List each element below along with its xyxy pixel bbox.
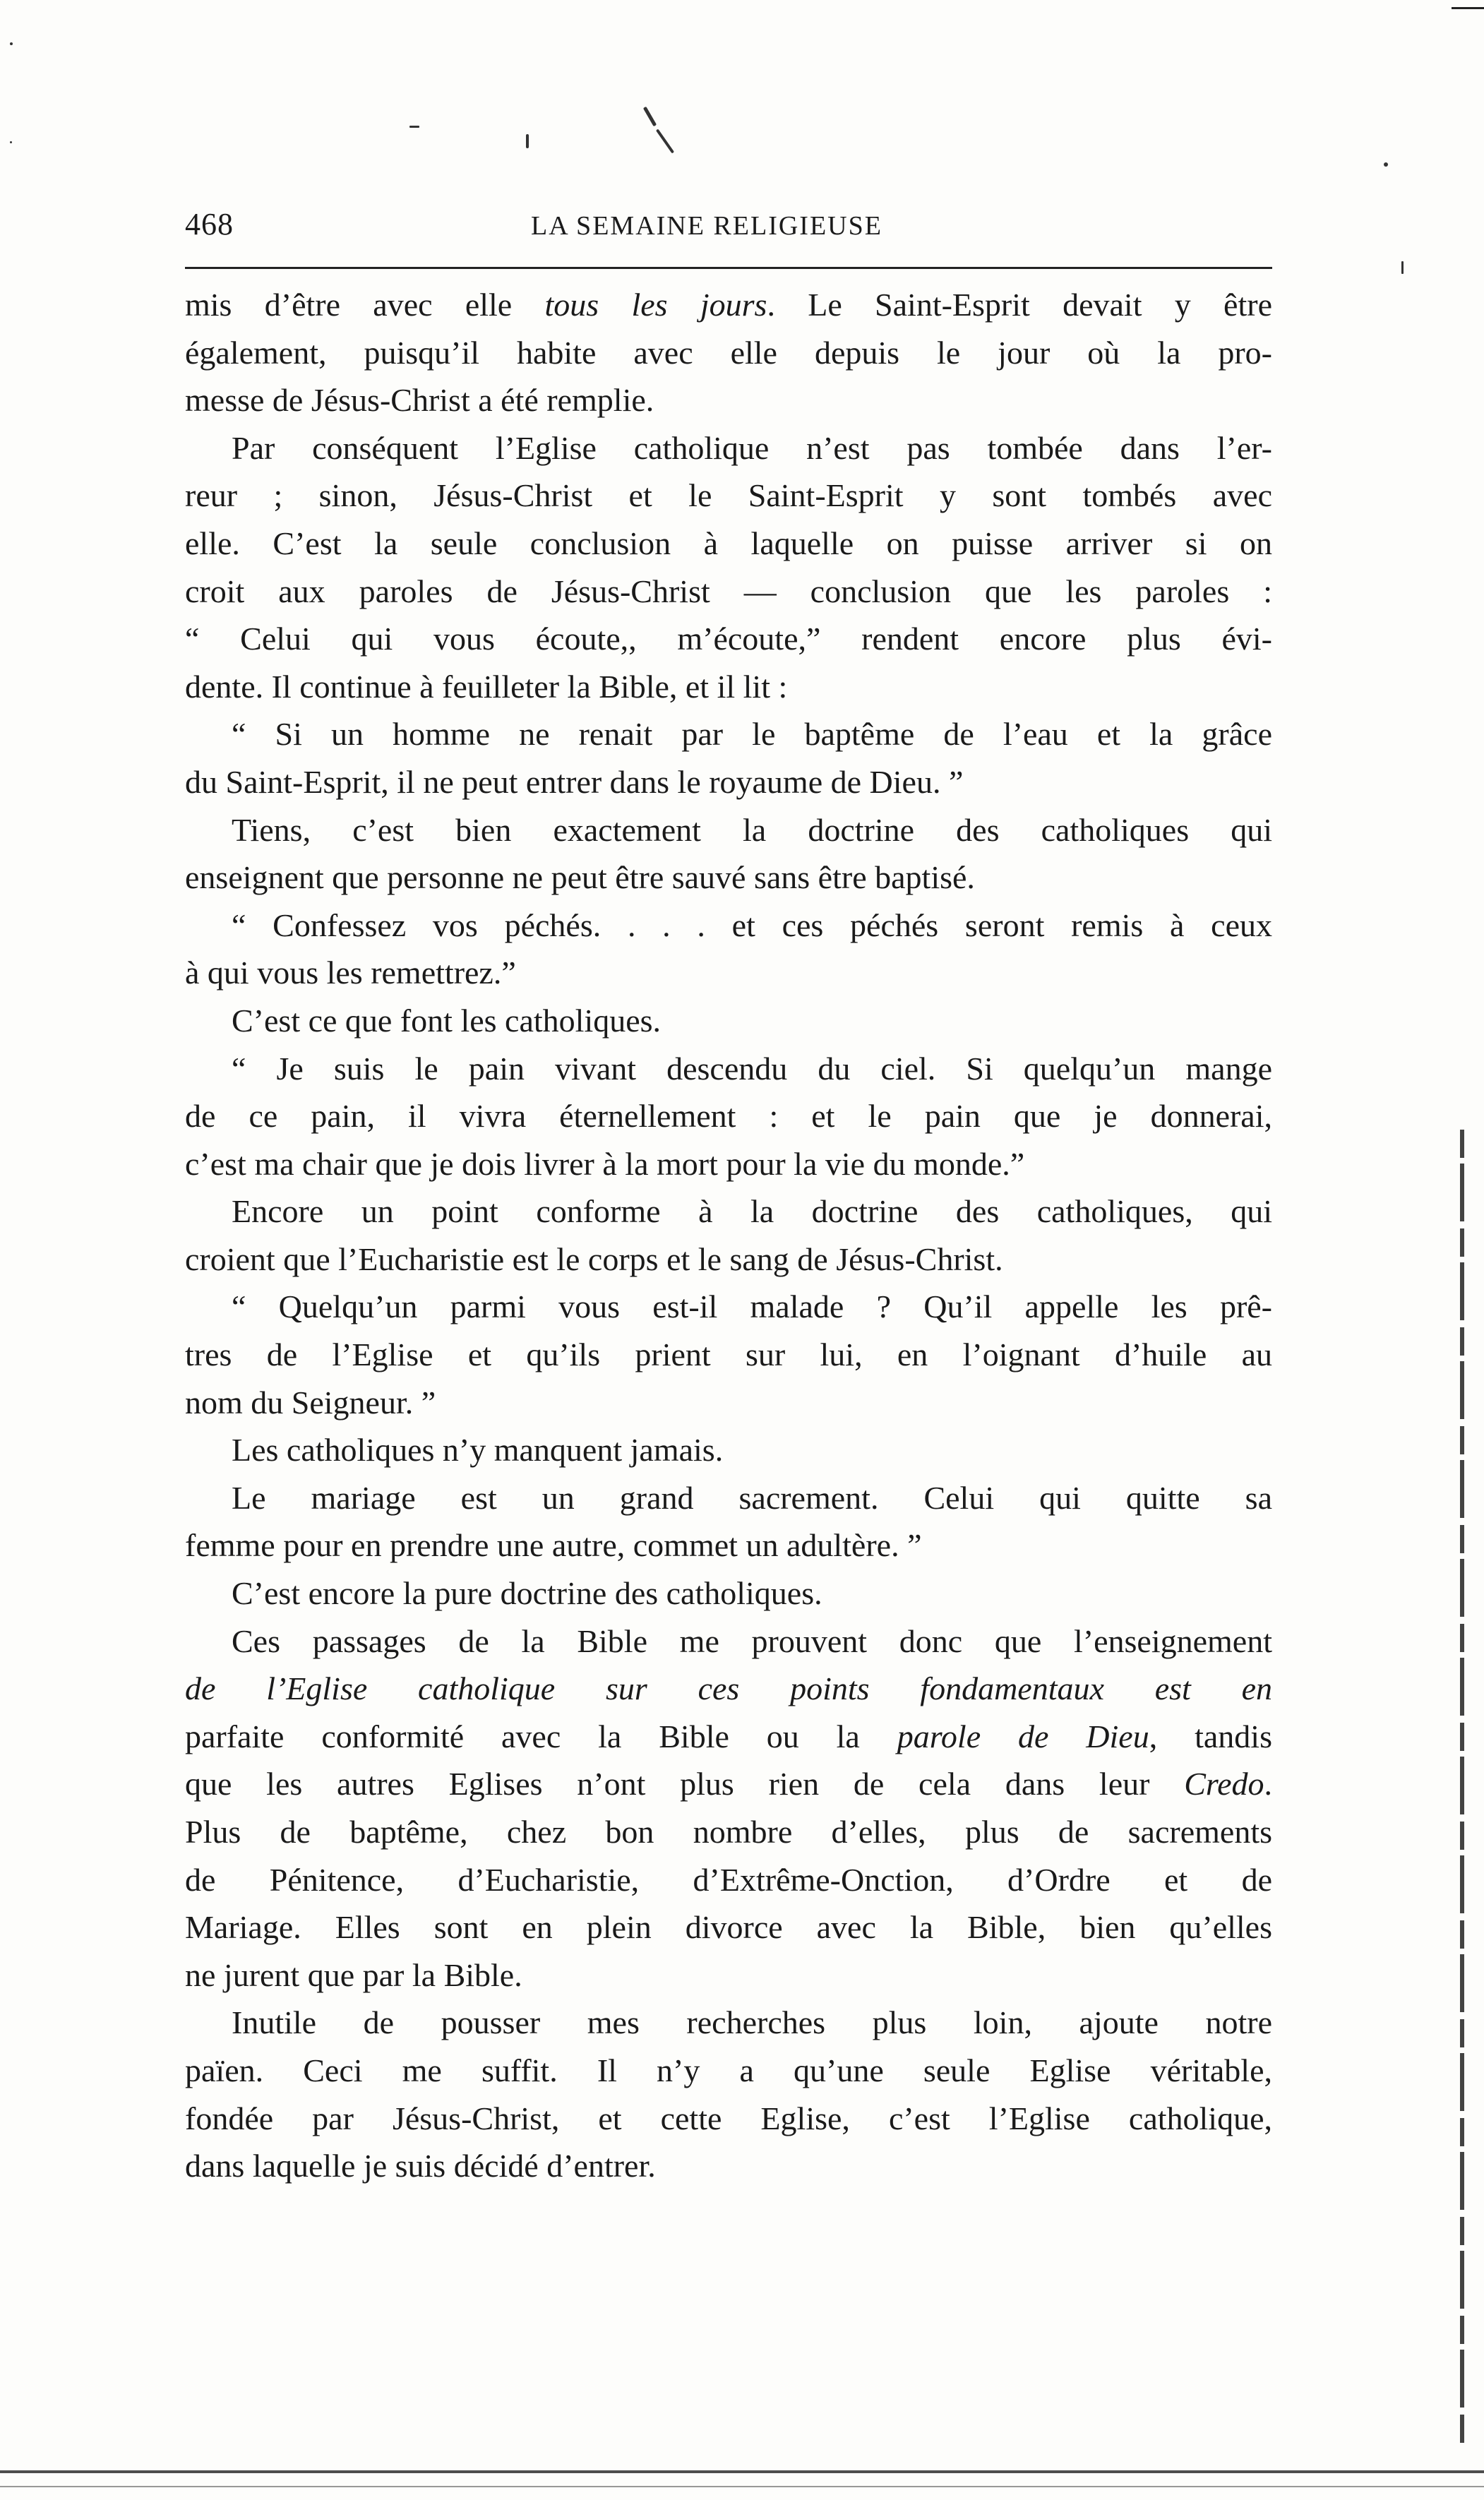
text-line: Inutile de pousser mes recherches plus loin, ajoute notre [232, 2004, 1272, 2041]
text-line: à qui vous les remettrez.” [185, 955, 516, 991]
scan-mark [1452, 7, 1484, 9]
text-line: croit aux paroles de Jésus-Christ — conclusion que les paroles : [185, 573, 1272, 609]
text-line: croient que l’Eucharistie est le corps et le sang de Jésus-Christ. [185, 1240, 1003, 1277]
running-title: LA SEMAINE RELIGIEUSE [531, 211, 882, 241]
text-line: mis d’être avec elle tous les jours. Le Saint-Esprit devait y être [185, 287, 1272, 323]
scan-speck [526, 134, 529, 148]
text-line: “ Celui qui vous écoute,, m’écoute,” rendent encore plus évi- [185, 621, 1272, 657]
italic-phrase: tous les jours [544, 287, 767, 323]
page-header [185, 206, 1272, 251]
text-line: également, puisqu’il habite avec elle depuis le jour où la pro- [185, 334, 1272, 371]
text-line: ne jurent que par la Bible. [185, 1956, 522, 1993]
scan-speck [10, 141, 12, 143]
scan-speck [656, 128, 674, 153]
text-line: que les autres Eglises n’ont plus rien de cela dans leur Credo. [185, 1766, 1272, 1802]
text-line: C’est ce que font les catholiques. [232, 1002, 662, 1039]
text-line: dente. Il continue à feuilleter la Bible, et il lit : [185, 668, 788, 705]
page-number: 468 [185, 207, 234, 241]
text-line: reur ; sinon, Jésus-Christ et le Saint-Esprit y sont tombés avec [185, 477, 1272, 514]
scan-speck [1384, 162, 1388, 167]
text-line: “ Confessez vos péchés. . . . et ces péchés seront remis à ceux [232, 907, 1272, 943]
text-line: Le mariage est un grand sacrement. Celui qui quitte sa [232, 1479, 1272, 1516]
text-line: “ Quelqu’un parmi vous est-il malade ? Qu’il appelle les prê- [232, 1288, 1272, 1325]
scan-speck [10, 42, 13, 45]
header-rule [185, 267, 1272, 269]
text-line: C’est encore la pure doctrine des catholiques. [232, 1575, 822, 1612]
text-line: parfaite conformité avec la Bible ou la parole de Dieu, tandis [185, 1718, 1272, 1754]
text-line: de Pénitence, d’Eucharistie, d’Extrême-Onction, d’Ordre et de [185, 1861, 1272, 1898]
text-line: Plus de baptême, chez bon nombre d’elles, plus de sacrements [185, 1814, 1272, 1850]
text-line: elle. C’est la seule conclusion à laquelle on puisse arriver si on [185, 525, 1272, 561]
text-line: “ Je suis le pain vivant descendu du ciel. Si quelqu’un mange [232, 1050, 1272, 1087]
scan-speck [1401, 261, 1404, 274]
text-line: dans laquelle je suis décidé d’entrer. [185, 2148, 656, 2184]
page-edge-bottom-secondary [0, 2486, 1484, 2487]
text-line: tres de l’Eglise et qu’ils prient sur lui, en l’oignant d’huile au [185, 1336, 1272, 1373]
text-line: Ces passages de la Bible me prouvent donc que l’enseignement [232, 1622, 1272, 1659]
text-line: fondée par Jésus-Christ, et cette Eglise, c’est l’Eglise catholique, [185, 2100, 1272, 2136]
text-line: Tiens, c’est bien exactement la doctrine des catholiques qui [232, 811, 1272, 848]
text-line: Par conséquent l’Eglise catholique n’est pas tombée dans l’er- [232, 429, 1272, 466]
page-edge-right [1460, 1130, 1464, 2443]
text-line [185, 1665, 1272, 1713]
italic-phrase: parole de Dieu [897, 1718, 1149, 1754]
text-line: c’est ma chair que je dois livrer à la mort pour la vie du monde.” [185, 1145, 1025, 1182]
text-line: “ Si un homme ne renait par le baptême de l’eau et la grâce [232, 716, 1272, 753]
italic-phrase: Credo [1184, 1766, 1264, 1802]
body-text [185, 281, 1272, 2190]
scan-speck [643, 107, 657, 126]
text-line: Encore un point conforme à la doctrine des catholiques, qui [232, 1193, 1272, 1230]
text-line: nom du Seigneur. ” [185, 1384, 436, 1421]
text-line: Mariage. Elles sont en plein divorce avec la Bible, bien qu’elles [185, 1909, 1272, 1946]
text-line: de ce pain, il vivra éternellement : et le pain que je donnerai, [185, 1098, 1272, 1135]
text-line: messe de Jésus-Christ a été remplie. [185, 382, 654, 419]
text-line: du Saint-Esprit, il ne peut entrer dans le royaume de Dieu. ” [185, 763, 964, 800]
text-line: païen. Ceci me suffit. Il n’y a qu’une seule Eglise véritable, [185, 2052, 1272, 2088]
page-edge-bottom [0, 2470, 1484, 2473]
text-line: femme pour en prendre une autre, commet un adultère. ” [185, 1527, 922, 1564]
text-line: enseignent que personne ne peut être sauvé sans être baptisé. [185, 859, 975, 896]
text-line: Les catholiques n’y manquent jamais. [232, 1432, 724, 1469]
scan-speck [409, 126, 419, 128]
italic-phrase: de l’Eglise catholique sur ces points fondamentaux est en [185, 1670, 1272, 1707]
